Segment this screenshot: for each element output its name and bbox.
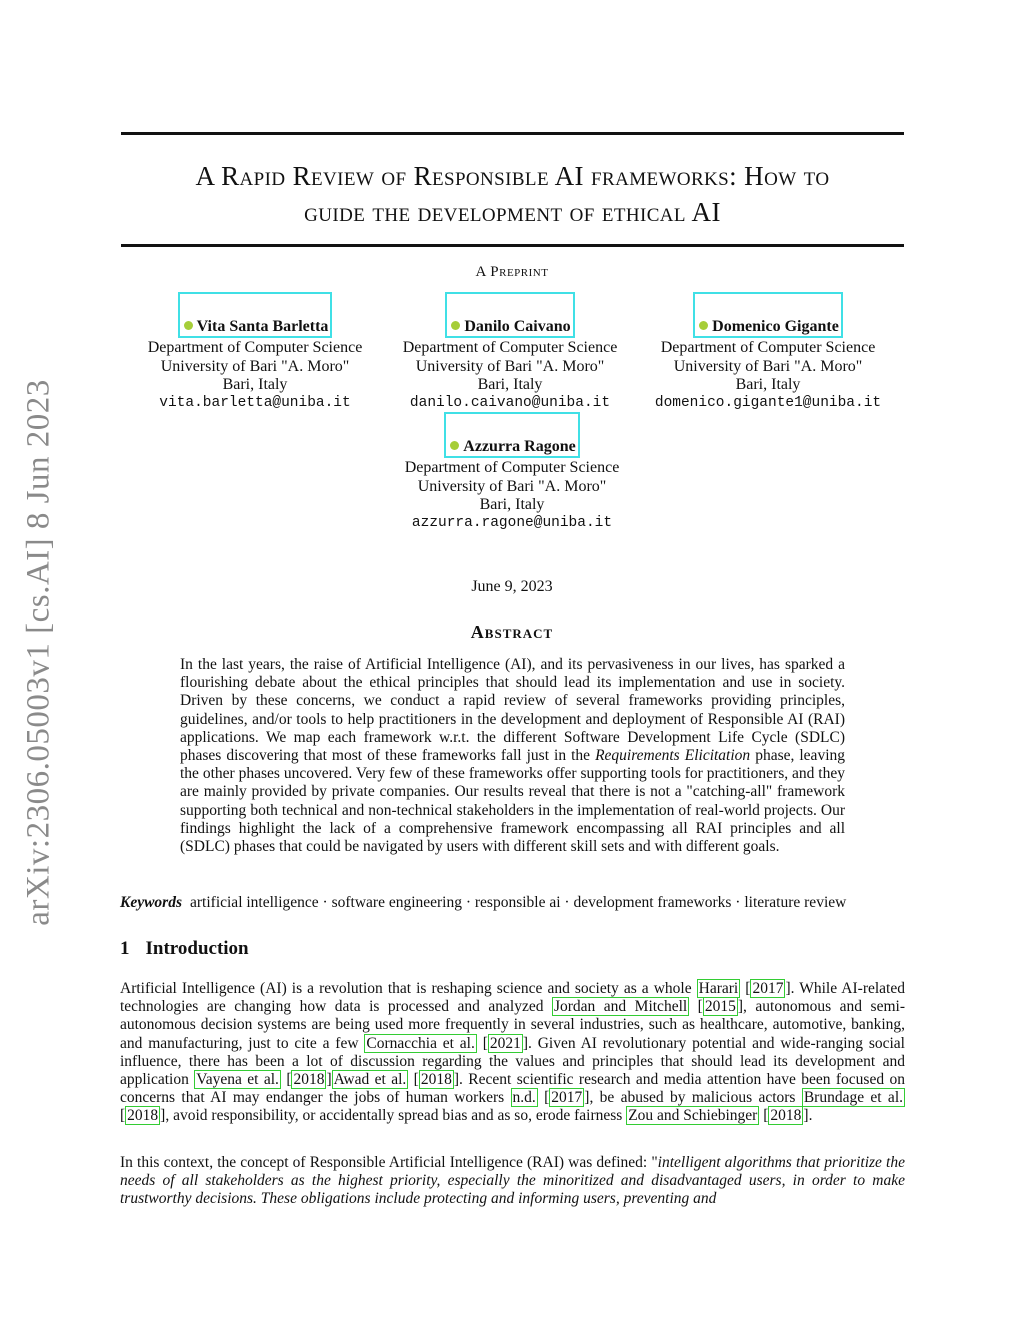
citation-link[interactable]: Harari (698, 980, 739, 997)
citation-year-link[interactable]: 2018 (293, 1071, 325, 1089)
title-line-2: guide the development of ethical AI (304, 197, 721, 227)
author-city: Bari, Italy (222, 375, 288, 393)
orcid-icon[interactable] (699, 321, 708, 330)
citation-year-link[interactable]: 2018 (420, 1071, 452, 1089)
citation-year-link[interactable]: 2017 (551, 1089, 583, 1107)
title-line-1: A Rapid Review of Responsible AI frameworks: How to (195, 161, 830, 191)
author-name-link[interactable]: Danilo Caivano (445, 292, 574, 338)
orcid-icon[interactable] (451, 321, 460, 330)
citation-year-link[interactable]: 2018 (127, 1107, 159, 1125)
rai-paragraph: In this context, the concept of Responsible Artificial Intelligence (RAI) was defined: "intelligent algorithms that prioritize the needs of all stakeholders as the highest priority, especially the minoritized and disadvantaged users, in order to make trustworthy decisions. These obligations include protecting and informing users, preventing and (120, 1154, 905, 1208)
arxiv-id: arXiv:2306.05003v1 [cs.AI] 8 Jun 2023 (20, 378, 57, 926)
author-block (637, 292, 899, 412)
citation-link[interactable]: Vayena et al. (196, 1071, 279, 1089)
keywords-list: artificial intelligence · software engineering · responsible ai · development frameworks · literature review (190, 894, 847, 911)
author-block (130, 292, 380, 412)
author-email[interactable]: danilo.caivano@uniba.it (409, 395, 611, 412)
citation-link[interactable]: Brundage et al. (803, 1089, 903, 1107)
author-block (385, 412, 639, 532)
citation-year-link[interactable]: 2021 (489, 1034, 521, 1052)
paper-title (110, 158, 915, 230)
author-name-link[interactable]: Domenico Gigante (693, 292, 843, 338)
author-dept: Department of Computer Science (147, 339, 363, 357)
author-block (385, 292, 635, 412)
author-dept: Department of Computer Science (404, 459, 620, 477)
citation-link[interactable]: Zou and Schiebinger (628, 1107, 758, 1125)
author-name-link[interactable]: Vita Santa Barletta (178, 292, 333, 338)
intro-paragraph: Artificial Intelligence (AI) is a revolution that is reshaping science and society as a whole Harari [ 2017 ]. While AI-related technologies are changing how data is processed and analyzed Jordan and Mitchell [ 2015 ], autonomous and semi-autonomous decision systems are being used more frequently in several industries, such as healthcare, automotive, banking, and manufacturing, just to cite a few Cornacchia et al. [ 2021 ]. Given AI revolutionary potential and wide-ranging social influence, there has been a lot of discussion regarding the values and principles that should lead its development and application Vayena et al. [ 2018 ] Awad et al. [ 2018 ]. Recent scientific research and media attention have been focused on concerns that AI may endanger the jobs of human workers n.d. [ 2017 ], be abused by malicious actors Brundage et al. [ 2018 ], avoid responsibility, or accidentally spread bias and as so, erode fairness Zou and Schiebinger [ 2018 ]. (120, 980, 905, 1125)
bottom-rule (121, 244, 904, 247)
citation-link[interactable]: Awad et al. (333, 1071, 407, 1089)
author-univ: University of Bari "A. Moro" (673, 357, 863, 375)
keywords-line (120, 894, 910, 912)
abstract-emphasis: Requirements Elicitation (595, 747, 751, 765)
author-city: Bari, Italy (477, 375, 543, 393)
author-email[interactable]: domenico.gigante1@uniba.it (654, 395, 882, 412)
abstract-text: In the last years, the raise of Artificial Intelligence (AI), and its pervasiveness in our lives, has sparked a flourishing debate about the ethical principles that should lead its implementation and use in society. Driven by these concerns, we conduct a rapid review of several frameworks providing principles, guidelines, and/or tools to help practitioners in the development and deployment of Responsible AI (RAI) applications. We map each framework w.r.t. the different Software Development Life Cycle (SDLC) phases discovering that most of these frameworks fall just in the Requirements Elicitation phase, leaving the other phases uncovered. Very few of these frameworks offer supporting tools for practitioners, and they are mainly provided by private companies. Our results reveal that there is not a "catching-all" framework supporting both technical and non-technical stakeholders in the implementation of real-world projects. Our findings highlight the lack of a comprehensive framework encompassing all RAI principles and all (SDLC) phases that could be navigated by users with different skill sets and with different goals. (180, 656, 845, 856)
abstract-heading: Abstract (470, 622, 554, 642)
author-dept: Department of Computer Science (402, 339, 618, 357)
section-number: 1 (120, 938, 130, 959)
orcid-icon[interactable] (184, 321, 193, 330)
citation-year-link[interactable]: 2015 (704, 998, 736, 1016)
author-name-link[interactable]: Azzurra Ragone (444, 412, 579, 458)
author-email[interactable]: vita.barletta@uniba.it (159, 395, 351, 412)
orcid-icon[interactable] (450, 441, 459, 450)
rai-definition-quote: intelligent algorithms that prioritize the needs of all stakeholders as the highest priority, especially the minoritized and disadvantaged users, in order to make trustworthy decisions. These obligations include protecting and informing users, preventing and (120, 1154, 905, 1208)
author-univ: University of Bari "A. Moro" (415, 357, 605, 375)
keywords-label: Keywords (120, 894, 182, 911)
preprint-label: A Preprint (475, 264, 549, 280)
author-univ: University of Bari "A. Moro" (417, 477, 607, 495)
citation-link[interactable]: n.d. (512, 1089, 536, 1107)
arxiv-stamp (10, 376, 68, 928)
citation-year-link[interactable]: 2018 (770, 1107, 802, 1125)
author-univ: University of Bari "A. Moro" (160, 357, 350, 375)
author-dept: Department of Computer Science (660, 339, 876, 357)
author-city: Bari, Italy (479, 495, 545, 513)
citation-link[interactable]: Cornacchia et al. (366, 1034, 475, 1052)
section-title: Introduction (145, 938, 249, 959)
paper-date: June 9, 2023 (471, 578, 553, 595)
citation-link[interactable]: Jordan and Mitchell (553, 998, 688, 1016)
citation-year-link[interactable]: 2017 (752, 980, 784, 997)
top-rule (121, 132, 904, 135)
author-city: Bari, Italy (735, 375, 801, 393)
author-email[interactable]: azzurra.ragone@uniba.it (411, 515, 613, 532)
section-heading (120, 938, 249, 960)
